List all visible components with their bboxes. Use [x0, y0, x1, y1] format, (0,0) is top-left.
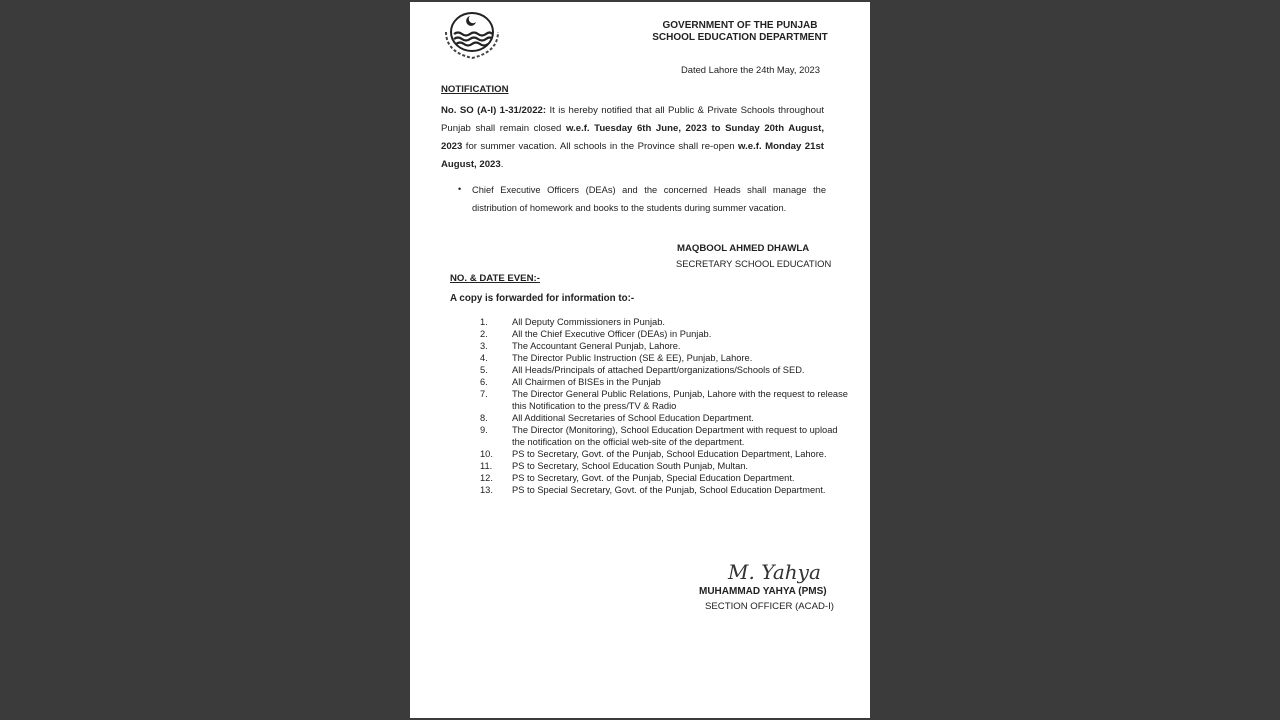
header-department: SCHOOL EDUCATION DEPARTMENT	[652, 32, 828, 43]
officer-title: SECTION OFFICER (ACAD-I)	[705, 601, 834, 612]
item-number: 11.	[480, 461, 493, 471]
item-text: The Director Public Instruction (SE & EE), Punjab, Lahore.	[512, 353, 753, 363]
item-text: All Deputy Commissioners in Punjab.	[512, 317, 665, 327]
officer-name: MUHAMMAD YAHYA (PMS)	[699, 586, 827, 597]
header-government: GOVERNMENT OF THE PUNJAB	[662, 20, 818, 31]
recipient-item	[480, 376, 852, 388]
notification-title: NOTIFICATION	[441, 84, 509, 95]
item-text: PS to Special Secretary, Govt. of the Punjab, School Education Department.	[512, 485, 826, 495]
para-text: It is hereby notified that all Public & Private Schools throughout Punjab shall remain closed	[441, 105, 824, 134]
no-date-even: NO. & DATE EVEN:-	[450, 273, 540, 284]
punjab-emblem-logo	[440, 10, 504, 62]
recipient-list	[480, 316, 852, 496]
recipient-item	[480, 388, 852, 412]
recipient-item	[480, 412, 852, 424]
secretary-name: MAQBOOL AHMED DHAWLA	[677, 243, 810, 254]
item-text: All the Chief Executive Officer (DEAs) in Punjab.	[512, 329, 712, 339]
item-text: PS to Secretary, Govt. of the Punjab, Special Education Department.	[512, 473, 795, 483]
item-number: 12.	[480, 473, 493, 483]
recipient-item	[480, 328, 852, 340]
reopen-date: w.e.f. Monday 21st August, 2023	[441, 141, 824, 170]
item-text: The Accountant General Punjab, Lahore.	[512, 341, 681, 351]
closure-dates: w.e.f. Tuesday 6th June, 2023 to Sunday 20th August, 2023	[441, 123, 824, 152]
item-text: PS to Secretary, School Education South Punjab, Multan.	[512, 461, 749, 471]
para-text: .	[500, 159, 504, 170]
bullet-icon: •	[458, 184, 462, 194]
item-text: All Heads/Principals of attached Departt/organizations/Schools of SED.	[512, 365, 805, 375]
item-number: 4.	[480, 353, 488, 363]
item-text: All Additional Secretaries of School Education Department.	[512, 413, 754, 423]
recipient-item	[480, 448, 852, 460]
item-number: 7.	[480, 389, 488, 399]
notification-document	[410, 2, 870, 718]
recipient-item	[480, 460, 852, 472]
item-text: The Director General Public Relations, Punjab, Lahore with the request to release this Notification to the press/TV & Radio	[512, 389, 848, 411]
item-number: 2.	[480, 329, 488, 339]
recipient-item	[480, 316, 852, 328]
item-number: 10.	[480, 449, 493, 459]
recipient-item	[480, 364, 852, 376]
item-number: 1.	[480, 317, 488, 327]
recipient-item	[480, 352, 852, 364]
item-text: PS to Secretary, Govt. of the Punjab, School Education Department, Lahore.	[512, 449, 827, 459]
copy-forwarded-intro: A copy is forwarded for information to:-	[450, 293, 635, 304]
secretary-title: SECRETARY SCHOOL EDUCATION	[676, 258, 832, 269]
recipient-item	[480, 472, 852, 484]
item-number: 3.	[480, 341, 488, 351]
recipient-item	[480, 484, 852, 496]
bullet-text: Chief Executive Officers (DEAs) and the concerned Heads shall manage the distribution of homework and books to the students during summer vacation.	[472, 185, 826, 213]
recipient-item	[480, 424, 852, 448]
signature: M. Yahya	[728, 560, 821, 584]
reference-number: No. SO (A-I) 1-31/2022:	[441, 105, 547, 116]
item-text: All Chairmen of BISEs in the Punjab	[512, 377, 661, 387]
item-text: The Director (Monitoring), School Education Department with request to upload the notification on the official web-site of the department.	[512, 425, 838, 447]
item-number: 9.	[480, 425, 488, 435]
notification-paragraph	[441, 102, 824, 174]
item-number: 5.	[480, 365, 488, 375]
recipient-item	[480, 340, 852, 352]
item-number: 8.	[480, 413, 488, 423]
item-number: 13.	[480, 485, 493, 495]
para-text: for summer vacation. All schools in the Province shall re-open	[462, 141, 739, 152]
issue-date: Dated Lahore the 24th May, 2023	[681, 64, 820, 75]
item-number: 6.	[480, 377, 488, 387]
